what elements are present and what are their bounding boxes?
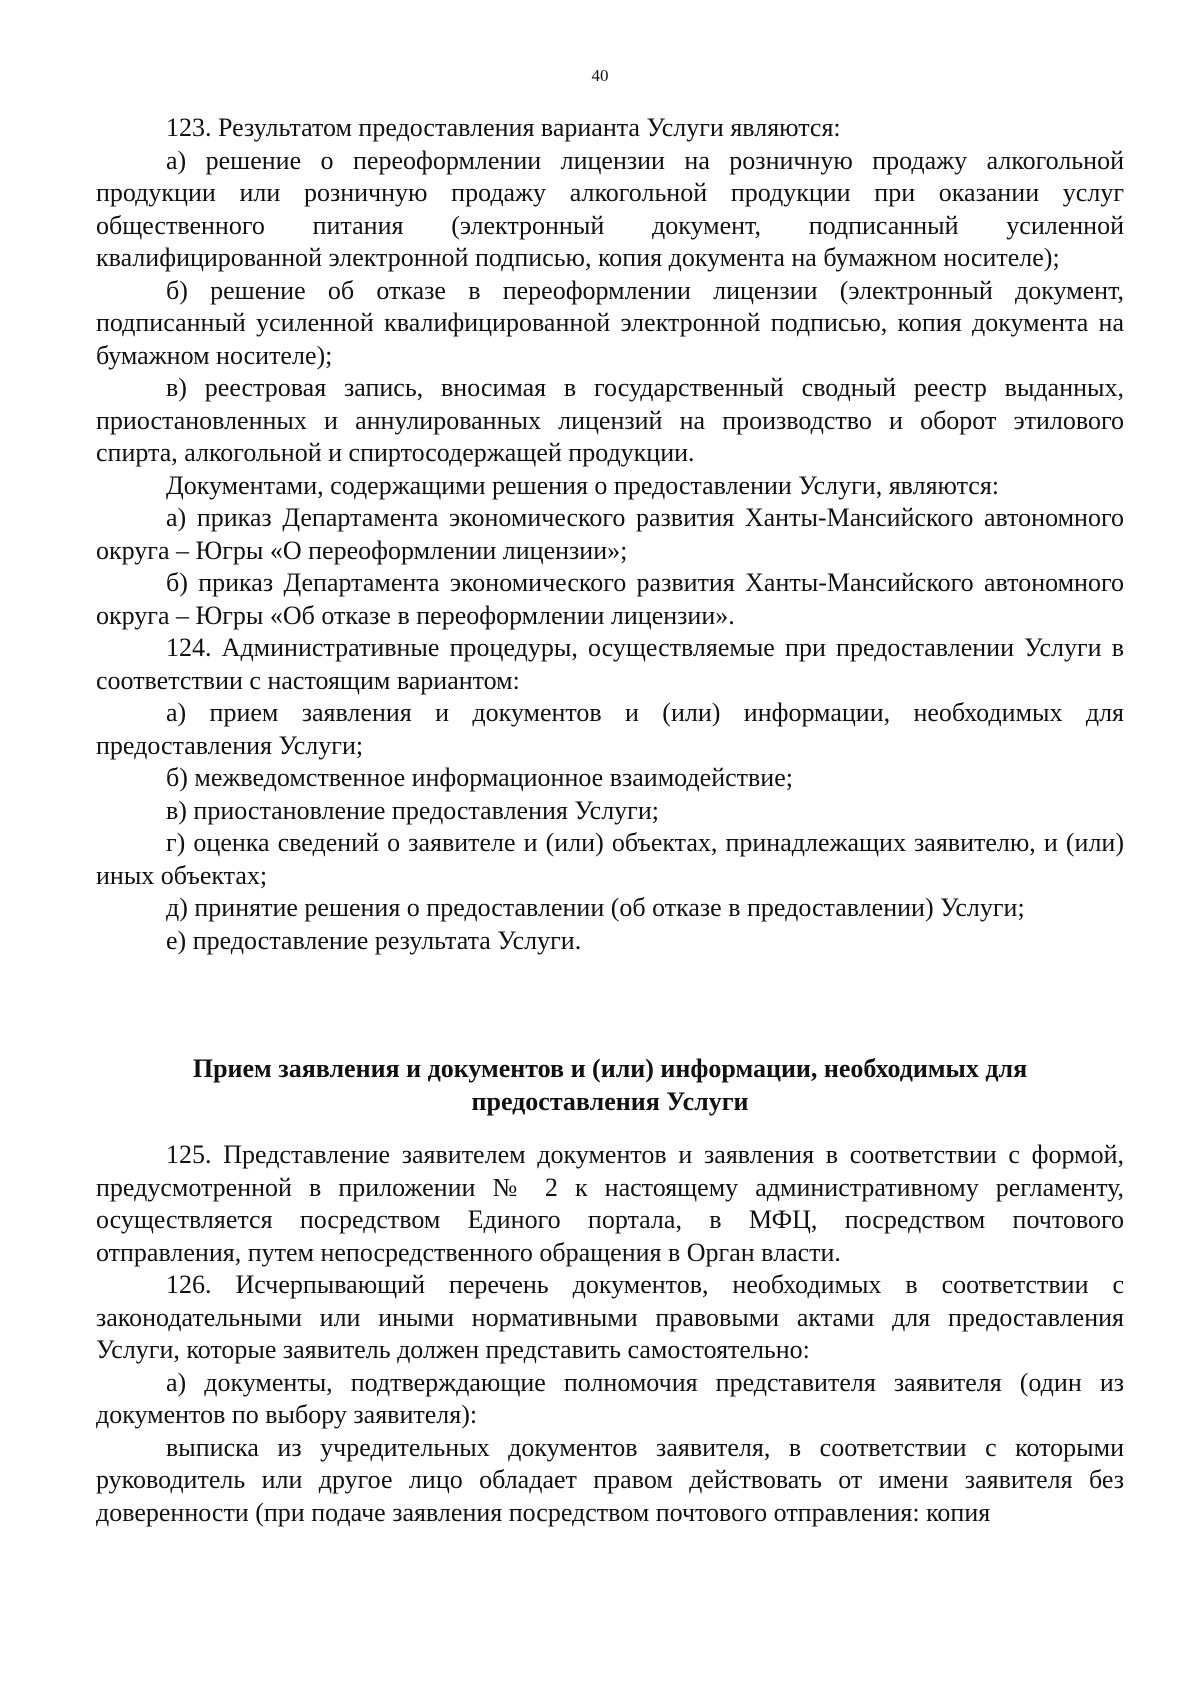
paragraph-123-b: б) решение об отказе в переоформлении лицензии (электронный документ, подписанный усиленной квалифицированной электронной подписью, копия документа на бумажном носителе); xyxy=(96,275,1124,370)
section-heading-line-2: предоставления Услуги xyxy=(471,1086,749,1116)
section-heading xyxy=(96,1053,1124,1118)
paragraph-124-v: в) приостановление предоставления Услуги; xyxy=(166,795,659,825)
paragraph-124-e: е) предоставление результата Услуги. xyxy=(166,925,582,955)
paragraph-124: 124. Административные процедуры, осуществляемые при предоставлении Услуги в соответствии с настоящим вариантом: xyxy=(96,633,1124,695)
paragraph-123-a: а) решение о переоформлении лицензии на розничную продажу алкогольной продукции или розничную продажу алкогольной продукции при оказании услуг общественного питания (электронный документ, подписанный усиленной квалифицированной электронной подписью, копия документа на бумажном носителе); xyxy=(96,145,1124,272)
paragraph-125: 125. Представление заявителем документов и заявления в соответствии с формой, предусмотренной в приложении № 2 к настоящему административному регламенту, осуществляется посредством Единого портала, в МФЦ, посредством почтового отправления, путем непосредственного обращения в Орган власти. xyxy=(96,1140,1124,1267)
paragraph-decision-documents: Документами, содержащими решения о предоставлении Услуги, являются: xyxy=(166,470,1000,500)
paragraph-126: 126. Исчерпывающий перечень документов, необходимых в соответствии с законодательными или иными нормативными правовыми актами для предоставления Услуги, которые заявитель должен представить самостоятельно: xyxy=(96,1270,1124,1364)
section-application-intake xyxy=(96,1139,1124,1529)
paragraph-extract: выписка из учредительных документов заявителя, в соответствии с которыми руководитель или другое лицо обладает правом действовать от имени заявителя без доверенности (при подаче заявления посредством почтового отправления: копия xyxy=(96,1432,1124,1527)
paragraph-124-g: г) оценка сведений о заявителе и (или) объектах, принадлежащих заявителю, и (или) иных объектах; xyxy=(96,828,1124,890)
section-heading-line-1: Прием заявления и документов и (или) информации, необходимых для xyxy=(192,1054,1028,1083)
page-number: 40 xyxy=(591,66,609,85)
paragraph-123-v: в) реестровая запись, вносимая в государственный сводный реестр выданных, приостановленных и аннулированных лицензий на производство и оборот этилового спирта, алкогольной и спиртосодержащей продукции. xyxy=(96,373,1124,467)
paragraph-124-a: а) прием заявления и документов и (или) информации, необходимых для предоставления Услуги; xyxy=(96,698,1124,760)
paragraph-126-a: а) документы, подтверждающие полномочия представителя заявителя (один из документов по выбору заявителя): xyxy=(96,1367,1124,1429)
paragraph-123: 123. Результатом предоставления варианта Услуги являются: xyxy=(166,113,841,142)
paragraph-124-b: б) межведомственное информационное взаимодействие; xyxy=(166,763,793,792)
paragraph-decision-b: б) приказ Департамента экономического развития Ханты-Мансийского автономного округа – Югры «Об отказе в переоформлении лицензии». xyxy=(96,568,1124,630)
paragraph-decision-a: а) приказ Департамента экономического развития Ханты-Мансийского автономного округа – Югры «О переоформлении лицензии»; xyxy=(96,503,1124,565)
section-results-and-procedures xyxy=(96,112,1124,957)
paragraph-124-d: д) принятие решения о предоставлении (об отказе в предоставлении) Услуги; xyxy=(166,893,1025,922)
